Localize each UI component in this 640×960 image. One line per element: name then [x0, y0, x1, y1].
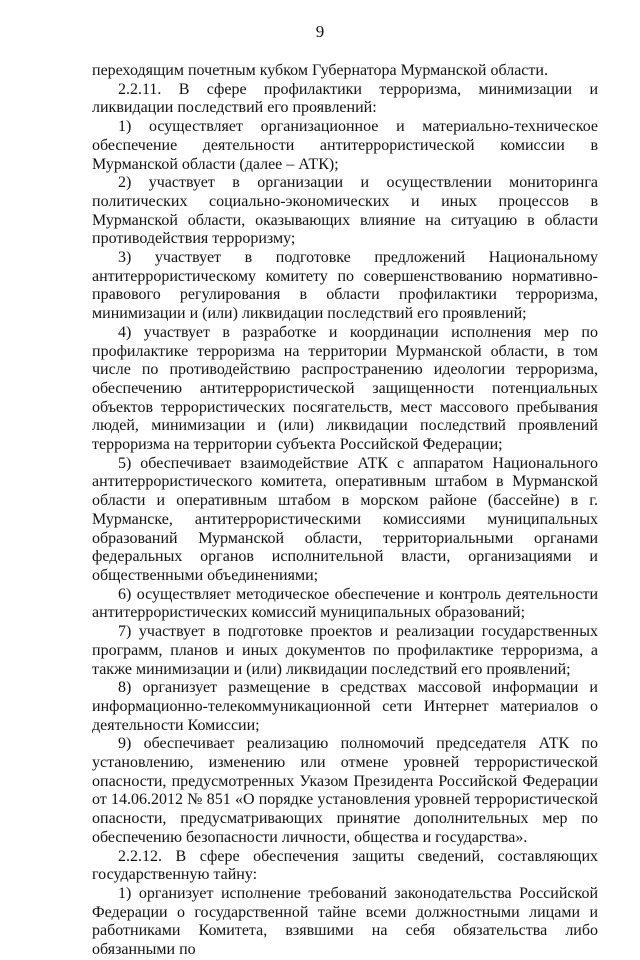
list-item-1-secrecy: 1) организует исполнение требований законодательства Российской Федерации о государственной тайне всеми должностными лицами и работниками Комитета, взявшими на себя обязательства либо обязанными по: [92, 884, 598, 959]
list-item-7: 7) участвует в подготовке проектов и реализации государственных программ, планов и иных документов по профилактике терроризма, а также минимизации и (или) ликвидации последствий его проявлений;: [92, 623, 598, 678]
paragraph-continuation: переходящим почетным кубком Губернатора Мурманской области.: [92, 62, 548, 79]
list-item-2: 2) участвует в организации и осуществлении мониторинга политических социально-экономических и иных процессов в Мурманской области, оказывающих влияние на ситуацию в области противодействия терроризму;: [92, 174, 598, 248]
list-item-9: 9) обеспечивает реализацию полномочий председателя АТК по установлению, изменению или отмене уровней террористической опасности, предусмотренных Указом Президента Российской Федерации от 14.06.2012 № 851 «О порядке установления уровней террористической опасности, предусматривающих принятие дополнительных мер по обеспечению безопасности личности, общества и государства».: [92, 735, 598, 846]
list-item-5: 5) обеспечивает взаимодействие АТК с аппаратом Национального антитеррористического комитета, оперативным штабом в Мурманской области и оперативным штабом в морском районе (бассейне) в г. Мурманске, антитеррористическими комиссиями муниципальных образований Мурманской области, территориальными органами федеральных органов исполнительной власти, организациями и общественными объединениями;: [92, 454, 598, 584]
section-heading-2-2-11: 2.2.11. В сфере профилактики терроризма, минимизации и ликвидации последствий его проявлений:: [92, 80, 598, 117]
list-item-8: 8) организует размещение в средствах массовой информации и информационно-телекоммуникационной сети Интернет материалов о деятельности Комиссии;: [92, 679, 598, 734]
section-heading-2-2-12: 2.2.12. В сфере обеспечения защиты сведений, составляющих государственную тайну:: [92, 847, 598, 884]
list-item-1: 1) осуществляет организационное и материально-техническое обеспечение деятельности антитеррористической комиссии в Мурманской области (далее – АТК);: [92, 118, 598, 173]
list-item-6: 6) осуществляет методическое обеспечение и контроль деятельности антитеррористических комиссий муниципальных образований;: [92, 585, 598, 622]
list-item-4: 4) участвует в разработке и координации исполнения мер по профилактике терроризма на территории Мурманской области, в том числе по противодействию распространению идеологии терроризма, обеспечению антитеррористической защищенности потенциальных объектов террористических посягательств, мест массового пребывания людей, минимизации и (или) ликвидации последствий проявлений терроризма на территории субъекта Российской Федерации;: [92, 323, 598, 454]
list-item-3: 3) участвует в подготовке предложений Национальному антитеррористическому комитету по совершенствованию нормативно-правового регулирования в области профилактики терроризма, минимизации и (или) ликвидации последствий его проявлений;: [92, 249, 598, 323]
document-body: [92, 62, 598, 960]
page-number: 9: [315, 22, 325, 41]
